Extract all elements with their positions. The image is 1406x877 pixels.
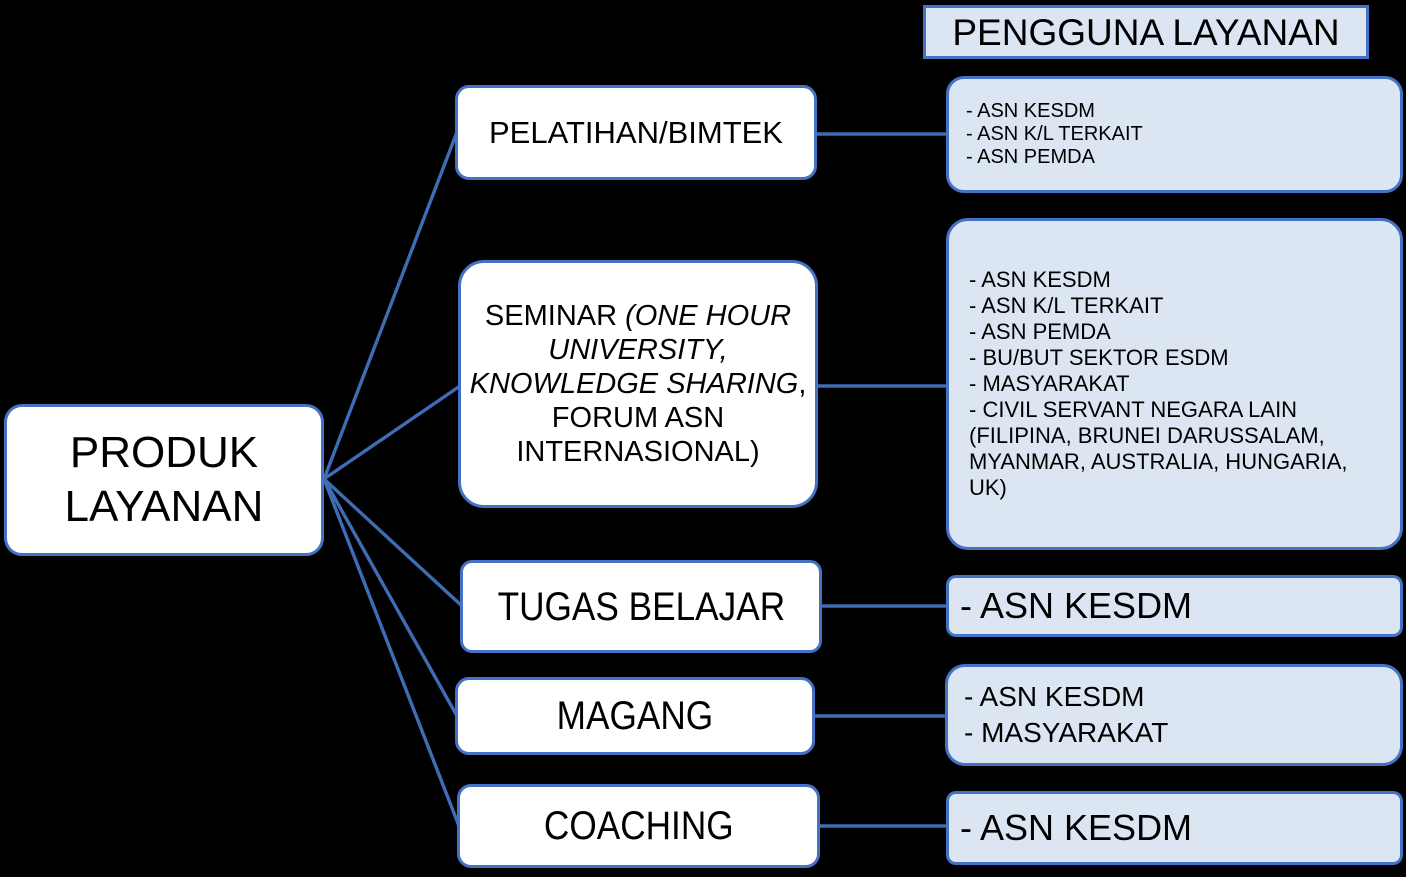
user-item: - ASN KESDM <box>966 100 1095 122</box>
users-box-seminar <box>946 218 1403 550</box>
service-label-seminar <box>470 299 807 469</box>
users-box-magang <box>945 664 1403 766</box>
user-item: - ASN PEMDA <box>966 146 1095 168</box>
connector-line-hub-pelatihan <box>324 132 457 479</box>
service-box-tugas-belajar <box>460 560 822 653</box>
user-item: - ASN PEMDA <box>969 319 1111 344</box>
user-item: - CIVIL SERVANT NEGARA LAIN (FILIPINA, BRUNEI DARUSSALAM, MYANMAR, AUSTRALIA, HUNGARIA, UK) <box>969 397 1348 500</box>
pengguna-layanan-label: PENGGUNA LAYANAN <box>952 11 1340 53</box>
label-line: KNOWLEDGE SHARING, <box>469 368 807 400</box>
service-box-pelatihan-bimtek <box>455 85 817 180</box>
service-label-coaching: COACHING <box>543 804 734 848</box>
produk-layanan-box <box>4 404 324 556</box>
user-item: - BU/BUT SEKTOR ESDM <box>969 345 1229 370</box>
users-box-coaching <box>946 791 1403 865</box>
user-item: - ASN KESDM <box>969 267 1111 292</box>
service-box-coaching <box>457 784 820 868</box>
user-item: - ASN KESDM <box>964 681 1145 712</box>
user-item: - MASYARAKAT <box>969 371 1130 396</box>
user-item: - ASN K/L TERKAIT <box>966 123 1143 145</box>
service-label-magang: MAGANG <box>556 694 714 738</box>
connector-line-hub-coaching <box>324 479 459 826</box>
user-item: - ASN KESDM <box>960 585 1193 627</box>
label-line: SEMINAR (ONE HOUR <box>484 300 792 332</box>
label-line: INTERNASIONAL) <box>516 436 760 468</box>
service-box-magang <box>455 677 815 755</box>
service-label-tugas-belajar: TUGAS BELAJAR <box>497 584 785 629</box>
label-line: UNIVERSITY, <box>548 334 728 366</box>
produk-layanan-label: PRODUK LAYANAN <box>64 428 264 531</box>
users-box-pelatihan-bimtek <box>946 76 1403 193</box>
user-item: - MASYARAKAT <box>964 717 1169 748</box>
connector-line-hub-seminar <box>324 386 460 479</box>
pengguna-layanan-header <box>923 5 1369 59</box>
users-box-tugas-belajar <box>946 575 1403 637</box>
connector-line-hub-magang <box>324 479 457 716</box>
label-line: FORUM ASN <box>551 402 725 434</box>
service-box-seminar <box>458 260 818 508</box>
user-item: - ASN KESDM <box>960 807 1193 849</box>
service-label-pelatihan-bimtek: PELATIHAN/BIMTEK <box>489 114 783 150</box>
user-item: - ASN K/L TERKAIT <box>969 293 1164 318</box>
connector-line-hub-tugas <box>324 479 462 606</box>
